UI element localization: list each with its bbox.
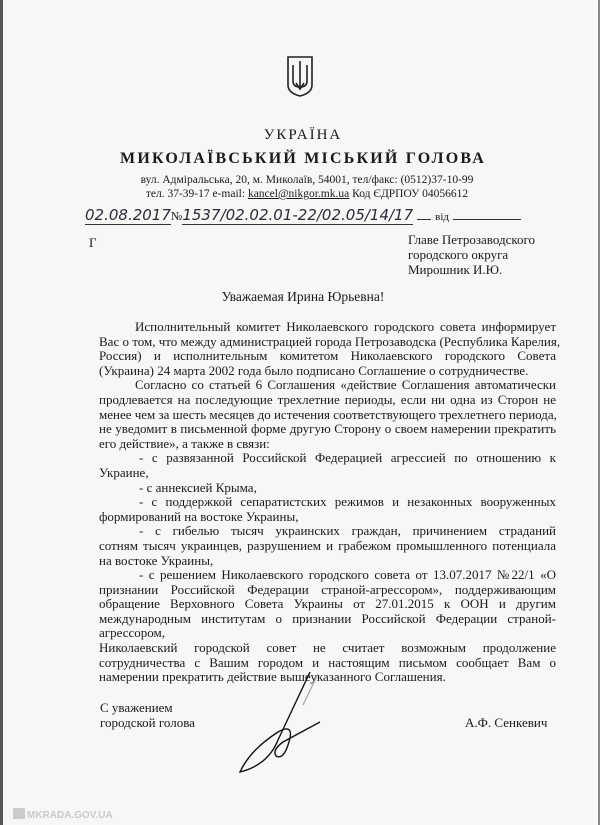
body-line: Украине, — [99, 464, 149, 480]
address-line-2 — [7, 188, 600, 200]
body-line: - с поддержкой сепаратистских режимов и незаконных вооруженных — [139, 494, 556, 510]
body-line: его действие», а также в связи: — [99, 435, 270, 451]
mayor-heading: МИКОЛАЇВСЬКИЙ МІСЬКИЙ ГОЛОВА — [120, 150, 486, 167]
building-icon — [13, 808, 25, 819]
body-line: Николаевский городской совет не считает возможным продолжение — [99, 640, 556, 656]
body-line: (Украина) 24 марта 2002 года было подписано Соглашение о сотрудничестве. — [99, 362, 529, 378]
trident-coat-of-arms-icon — [286, 55, 314, 97]
body-line: формирований на востоке Украины, — [99, 508, 299, 524]
body-line: сотням тысяч украинцев, разрушением и грабежом промышленного потенциала — [99, 537, 556, 553]
body-line: менее чем за шесть месяцев до истечения соответствующего трехлетнего периода, — [99, 406, 557, 422]
addressee-line: Главе Петрозаводского — [408, 232, 536, 247]
body-line: агрессором, — [99, 625, 165, 641]
closing-regards: С уважением — [100, 700, 173, 715]
body-line: - с развязанной Российской Федерацией агрессией по отношению к — [139, 450, 556, 466]
body-line: Вас о том, что между администрацией города Петрозаводска (Республика Карелия, — [99, 333, 561, 349]
body-line: намерении прекратить действие вышеуказанного Соглашения. — [99, 669, 446, 685]
body-line: - с решением Николаевского городского совета от 13.07.2017 №22/1 «О — [139, 567, 556, 583]
body-line: признании Российской Федерации страной-агрессором», поддерживающим — [99, 581, 556, 597]
edrpou-text: Код ЄДРПОУ 04056612 — [349, 188, 469, 200]
watermark — [13, 808, 113, 821]
country-heading: УКРАЇНА — [263, 127, 343, 143]
reference-date: 02.08.2017 — [85, 206, 171, 224]
reference-number: 1537/02.02.01-22/02.05/14/17 — [182, 206, 414, 224]
signature — [228, 670, 328, 780]
closing-position: городской голова — [100, 715, 195, 730]
body-line: обращение Верховного Совета Украины от 27.01.2015 к ООН и другим — [99, 596, 556, 612]
letter-body — [99, 319, 561, 685]
body-line: Исполнительный комитет Николаевского городского совета информирует — [135, 319, 556, 334]
number-label: № — [170, 209, 183, 223]
reference-line — [85, 206, 521, 225]
body-line: продлевается на последующие трехлетние периоды, если ни одна из Сторон не — [99, 391, 556, 407]
email-link[interactable]: kancel@nikgor.mk.ua — [247, 188, 350, 200]
body-line: не уведомит в письменной форме другую Сторону о своем намерении прекратить — [99, 421, 556, 437]
body-line: - с аннексией Крыма, — [139, 479, 257, 495]
addressee-line: Мирошник И.Ю. — [408, 262, 503, 277]
body-line: Согласно со статьей 6 Соглашения «действие Соглашения автоматически — [135, 377, 556, 393]
signatory-name: А.Ф. Сенкевич — [465, 715, 548, 730]
body-line: Россия) и исполнительным комитетом Николаевского городского Совета — [99, 348, 556, 364]
body-line: на востоке Украины, — [99, 552, 214, 568]
from-label: від — [435, 211, 450, 223]
body-line: международным институтам о признании Российской Федерации страной- — [99, 610, 556, 626]
body-line: - с гибелью тысяч украинских граждан, причинением страданий — [139, 523, 556, 539]
addressee-line: городского округа — [408, 247, 509, 262]
salutation: Уважаемая Ирина Юрьевна! — [221, 289, 385, 304]
body-line: сотрудничества с Вашим городом и настоящим письмом сообщает Вам о — [99, 654, 556, 670]
phone-text: тел. 37-39-17 e-mail: — [145, 188, 248, 200]
corner-mark: Г — [89, 235, 97, 250]
address-line-1: вул. Адміральська, 20, м. Миколаїв, 54001, тел/факс: (0512)37-10-99 — [140, 174, 474, 186]
watermark-text: MKRADA.GOV.UA — [27, 810, 113, 821]
